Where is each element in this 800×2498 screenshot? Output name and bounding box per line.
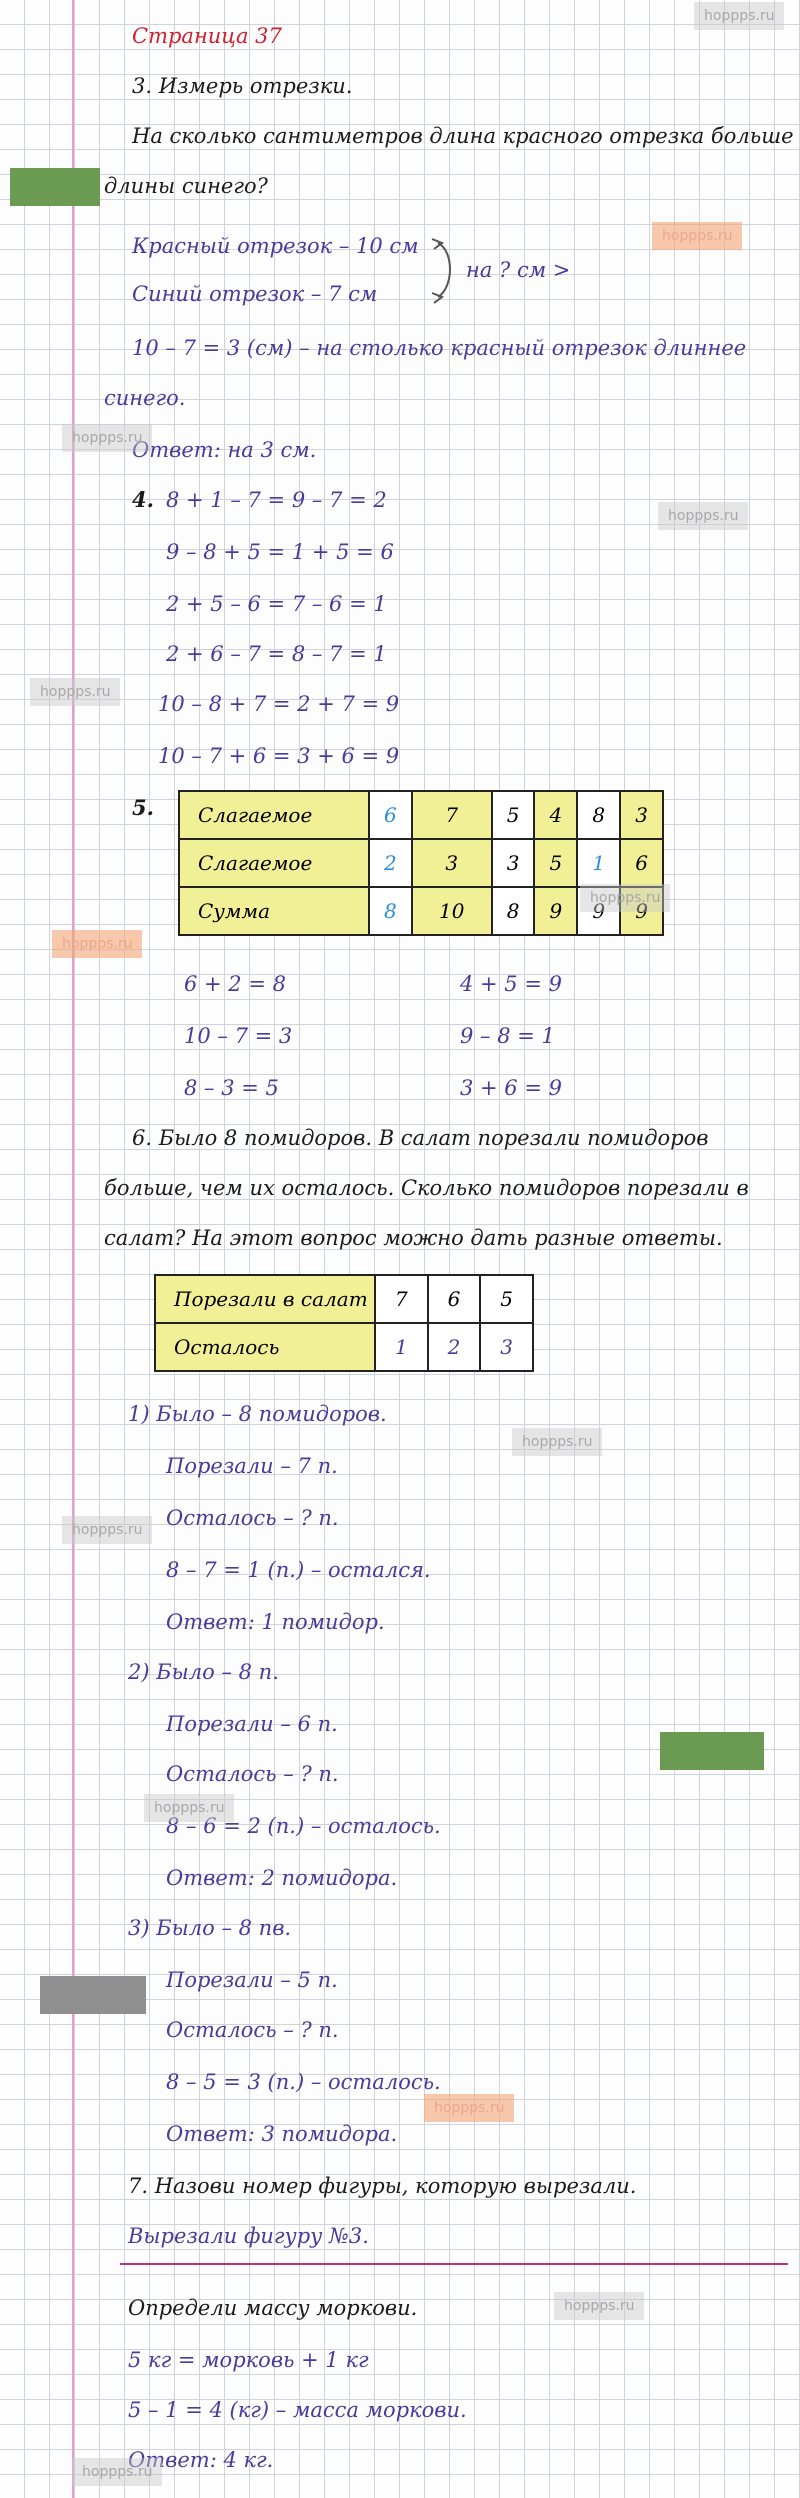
solution3-left: Осталось – ? п. [166,2018,339,2042]
carrot-header: Определи массу моркови. [128,2296,418,2320]
solution3-had: 3) Было – 8 пв. [128,1916,292,1940]
table-cell: 3 [620,791,663,839]
task4-line: 2 + 5 – 6 = 7 – 6 = 1 [166,592,387,616]
table-cell: 8 [369,887,412,935]
task3-question-line1: На сколько сантиметров длина красного отрезка больше [132,124,794,148]
table-cell: 1 [375,1323,428,1371]
table-cell: 9 [534,887,577,935]
watermark: hoppps.ru [580,884,670,912]
task6-line3: салат? На этот вопрос можно дать разные ответы. [104,1226,723,1250]
task3-answer: Ответ: на 3 см. [132,438,317,462]
table-cell: 3 [412,839,492,887]
table-row [179,839,663,887]
table-cell: 6 [620,839,663,887]
row-label: Осталось [155,1323,375,1371]
page-title: Страница 37 [132,24,282,48]
watermark: hoppps.ru [658,502,748,530]
row-label: Слагаемое [179,839,369,887]
gray-sticker [40,1976,146,2014]
watermark: hoppps.ru [694,2,784,30]
task4-number: 4. [132,487,154,512]
task4-line: 2 + 6 – 7 = 8 – 7 = 1 [166,642,387,666]
solution3-cut: Порезали – 5 п. [166,1968,338,1992]
watermark: hoppps.ru [652,222,742,250]
green-sticker [10,168,100,206]
task3-question-line2: длины синего? [104,174,268,198]
table-cell: 6 [369,791,412,839]
table-row [155,1275,533,1323]
section-divider [120,2263,788,2265]
task5-equation-right: 3 + 6 = 9 [460,1076,562,1100]
row-label: Порезали в салат [155,1275,375,1323]
carrot-answer: Ответ: 4 кг. [128,2448,274,2472]
task4-line: 8 + 1 – 7 = 9 – 7 = 2 [166,488,387,512]
table-cell: 9 [577,887,620,935]
table-cell: 5 [534,839,577,887]
task5-equation-right: 4 + 5 = 9 [460,972,562,996]
table-row [179,791,663,839]
watermark: hoppps.ru [62,424,152,452]
addition-table [178,790,664,936]
task3-solution-line2: синего. [104,386,186,410]
task5-equation-left: 8 – 3 = 5 [184,1076,279,1100]
task4-line: 9 – 8 + 5 = 1 + 5 = 6 [166,540,394,564]
solution1-calc: 8 – 7 = 1 (п.) – остался. [166,1558,431,1582]
table-cell: 8 [577,791,620,839]
table-cell: 6 [428,1275,481,1323]
solution2-left: Осталось – ? п. [166,1762,339,1786]
task5-equation-left: 6 + 2 = 8 [184,972,286,996]
task5-equation-right: 9 – 8 = 1 [460,1024,555,1048]
task3-blue-segment: Синий отрезок – 7 см [132,282,378,306]
table-cell: 8 [492,887,535,935]
watermark: hoppps.ru [72,2458,162,2486]
solution1-had: 1) Было – 8 помидоров. [128,1402,387,1426]
row-label: Слагаемое [179,791,369,839]
task7-answer: Вырезали фигуру №3. [128,2224,369,2248]
task3-solution-line1: 10 – 7 = 3 (см) – на столько красный отрезок длиннее [132,336,747,360]
carrot-line1: 5 кг = морковь + 1 кг [128,2348,369,2372]
solution2-cut: Порезали – 6 п. [166,1712,338,1736]
solution2-had: 2) Было – 8 п. [128,1660,279,1684]
table-cell: 2 [369,839,412,887]
task7-header: 7. Назови номер фигуры, которую вырезали. [128,2174,637,2198]
table-cell: 5 [492,791,535,839]
task3-header: 3. Измерь отрезки. [132,74,353,98]
solution1-left: Осталось – ? п. [166,1506,339,1530]
watermark: hoppps.ru [512,1428,602,1456]
notebook-margin-line [72,0,74,2498]
watermark: hoppps.ru [62,1516,152,1544]
table-cell: 3 [480,1323,533,1371]
table-cell: 5 [480,1275,533,1323]
solution3-answer: Ответ: 3 помидора. [166,2122,398,2146]
table-cell: 1 [577,839,620,887]
tomato-table [154,1274,534,1372]
carrot-line2: 5 – 1 = 4 (кг) – масса моркови. [128,2398,467,2422]
watermark: hoppps.ru [144,1794,234,1822]
table-cell: 7 [412,791,492,839]
compare-bracket-arrow-icon [420,237,460,305]
solution2-calc: 8 – 6 = 2 (п.) – осталось. [166,1814,441,1838]
row-label: Сумма [179,887,369,935]
task6-line2: больше, чем их осталось. Сколько помидоров порезали в [104,1176,749,1200]
task3-red-segment: Красный отрезок – 10 см [132,234,419,258]
watermark: hoppps.ru [424,2094,514,2122]
task3-compare-note: на ? см > [466,258,571,282]
table-row [155,1323,533,1371]
solution2-answer: Ответ: 2 помидора. [166,1866,398,1890]
task6-line1: 6. Было 8 помидоров. В салат порезали помидоров [132,1126,709,1150]
table-cell: 4 [534,791,577,839]
solution1-answer: Ответ: 1 помидор. [166,1610,385,1634]
table-cell: 2 [428,1323,481,1371]
watermark: hoppps.ru [30,678,120,706]
watermark: hoppps.ru [52,930,142,958]
solution3-calc: 8 – 5 = 3 (п.) – осталось. [166,2070,441,2094]
solution1-cut: Порезали – 7 п. [166,1454,338,1478]
table-cell: 9 [620,887,663,935]
watermark: hoppps.ru [554,2292,644,2320]
green-sticker [660,1732,764,1770]
table-cell: 7 [375,1275,428,1323]
table-cell: 3 [492,839,535,887]
task4-line: 10 – 8 + 7 = 2 + 7 = 9 [158,692,400,716]
table-cell: 10 [412,887,492,935]
task5-number: 5. [132,795,154,820]
task5-equation-left: 10 – 7 = 3 [184,1024,293,1048]
task4-line: 10 – 7 + 6 = 3 + 6 = 9 [158,744,400,768]
